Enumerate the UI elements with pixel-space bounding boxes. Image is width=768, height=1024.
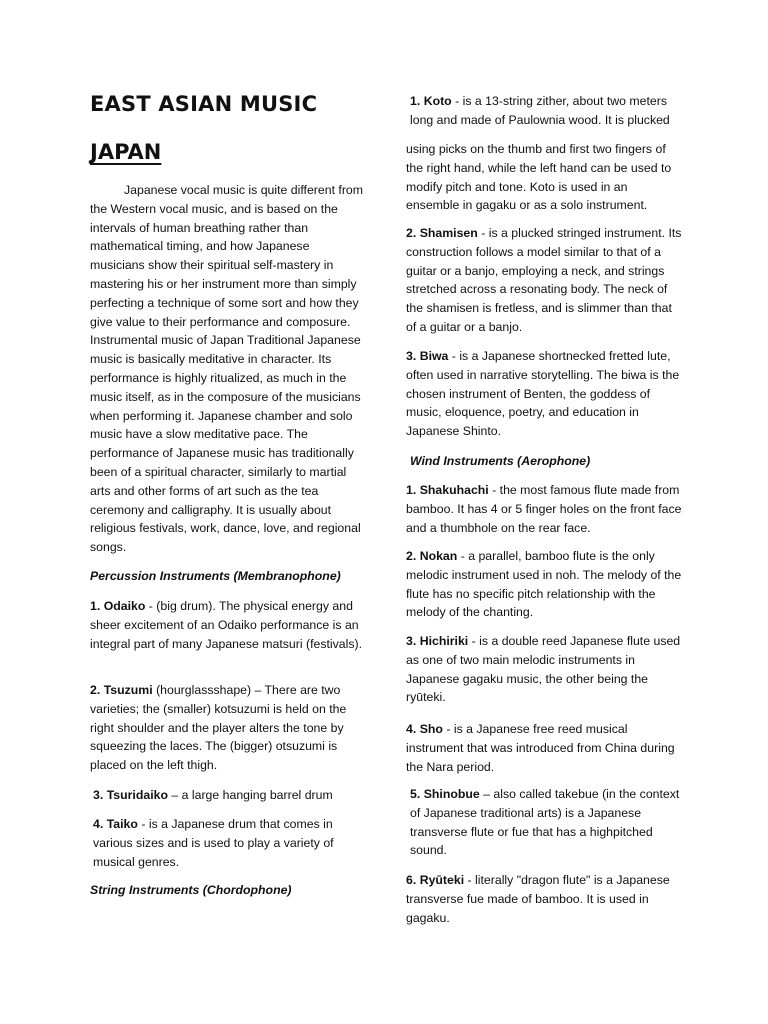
wind-item-hichiriki (406, 632, 682, 707)
item-name: 1. Koto (410, 94, 452, 108)
string-item-shamisen (406, 224, 682, 337)
item-name: 4. Taiko (93, 817, 138, 831)
item-name: 3. Biwa (406, 349, 449, 363)
item-name: 1. Odaiko (90, 599, 146, 613)
string-item-koto-continued: using picks on the thumb and first two fingers of the right hand, while the left hand can be used to modify pitch and tone. Koto is used in an ensemble in gagaku or as a solo instrument. (406, 142, 672, 213)
item-name: 6. Ryūteki (406, 873, 465, 887)
section-title-japan: JAPAN (90, 140, 162, 164)
item-text: (hourglassshape) – There are two varieties; the (smaller) kotsuzumi is held on the right shoulder and the player alters the tone by squeezing the laces. The (bigger) otsuzumi is placed on the left thigh. (90, 683, 347, 773)
item-name: 4. Sho (406, 722, 443, 736)
percussion-item-taiko (93, 815, 369, 871)
wind-item-sho (406, 720, 682, 776)
item-name: 5. Shinobue (410, 787, 480, 801)
item-name: 3. Tsuridaiko (93, 788, 168, 802)
wind-item-shinobue (410, 785, 686, 860)
percussion-item-tsuzumi (90, 681, 366, 775)
wind-heading: Wind Instruments (Aerophone) (410, 454, 591, 468)
item-name: 3. Hichiriki (406, 634, 469, 648)
wind-item-nokan (406, 547, 682, 622)
percussion-item-odaiko (90, 597, 366, 653)
strings-heading: String Instruments (Chordophone) (90, 883, 292, 897)
intro-paragraph: Japanese vocal music is quite different from the Western vocal music, and is based on the intervals of human breathing rather than mathematical timing, and how Japanese musicians show their spiritual self-mastery in mastering his or her instrument more than simply perfecting a technique of some sort and how they give value to their performance and composure. Instrumental music of Japan Traditional Japanese music is basically meditative in character. Its performance is highly ritualized, as much in the music itself, as in the composure of the musicians when performing it. Japanese chamber and solo music have a slow meditative pace. The performance of Japanese music has traditionally been of a spiritual character, similarly to martial arts and other forms of art such as the tea ceremony and calligraphy. It is usually about religious festivals, work, dance, love, and regional songs. (90, 183, 363, 555)
item-name: 2. Tsuzumi (90, 683, 153, 697)
item-text: – a large hanging barrel drum (167, 788, 333, 802)
item-text: - is a Japanese shortnecked fretted lute, often used in narrative storytelling. The biwa is the chosen instrument of Benten, the goddess of music, eloquence, poetry, and education in Japanese Shinto. (406, 349, 680, 439)
item-text: - (big drum). The physical energy and sheer excitement of an Odaiko performance is an integral part of many Japanese matsuri (festivals). (90, 599, 363, 651)
item-text: - a parallel, bamboo flute is the only melodic instrument used in noh. The melody of the flute has no specific pitch relationship with the melody of the chanting. (406, 549, 682, 620)
item-text: - is a Japanese free reed musical instrument that was introduced from China during the Nara period. (406, 722, 675, 774)
percussion-item-tsuridaiko (93, 786, 369, 805)
string-item-koto (410, 92, 686, 130)
item-name: 2. Nokan (406, 549, 458, 563)
percussion-heading: Percussion Instruments (Membranophone) (90, 569, 341, 583)
wind-item-ryuteki (406, 871, 682, 927)
wind-item-shakuhachi (406, 481, 682, 537)
string-item-biwa (406, 347, 682, 441)
item-text: - is a Japanese drum that comes in various sizes and is used to play a variety of musical genres. (93, 817, 334, 869)
item-text: – also called takebue (in the context of Japanese traditional arts) is a Japanese transverse flute or fue that has a highpitched sound. (410, 787, 680, 858)
page-title: EAST ASIAN MUSIC (90, 92, 318, 116)
item-text: - is a double reed Japanese flute used as one of two main melodic instruments in Japanese gagaku music, the other being the ryūteki. (406, 634, 681, 705)
item-text: - is a 13-string zither, about two meters long and made of Paulownia wood. It is plucked (410, 94, 670, 127)
item-text: - is a plucked stringed instrument. Its construction follows a model similar to that of a guitar or a banjo, employing a neck, and strings stretched across a resonating body. The neck of the shamisen is fretless, and is slimmer than that of a guitar or a banjo. (406, 226, 682, 334)
item-text: - literally "dragon flute" is a Japanese transverse fue made of bamboo. It is used in gagaku. (406, 873, 670, 925)
item-text: - the most famous flute made from bamboo. It has 4 or 5 finger holes on the front face and a thumbhole on the rear face. (406, 483, 682, 535)
item-name: 1. Shakuhachi (406, 483, 489, 497)
item-name: 2. Shamisen (406, 226, 478, 240)
